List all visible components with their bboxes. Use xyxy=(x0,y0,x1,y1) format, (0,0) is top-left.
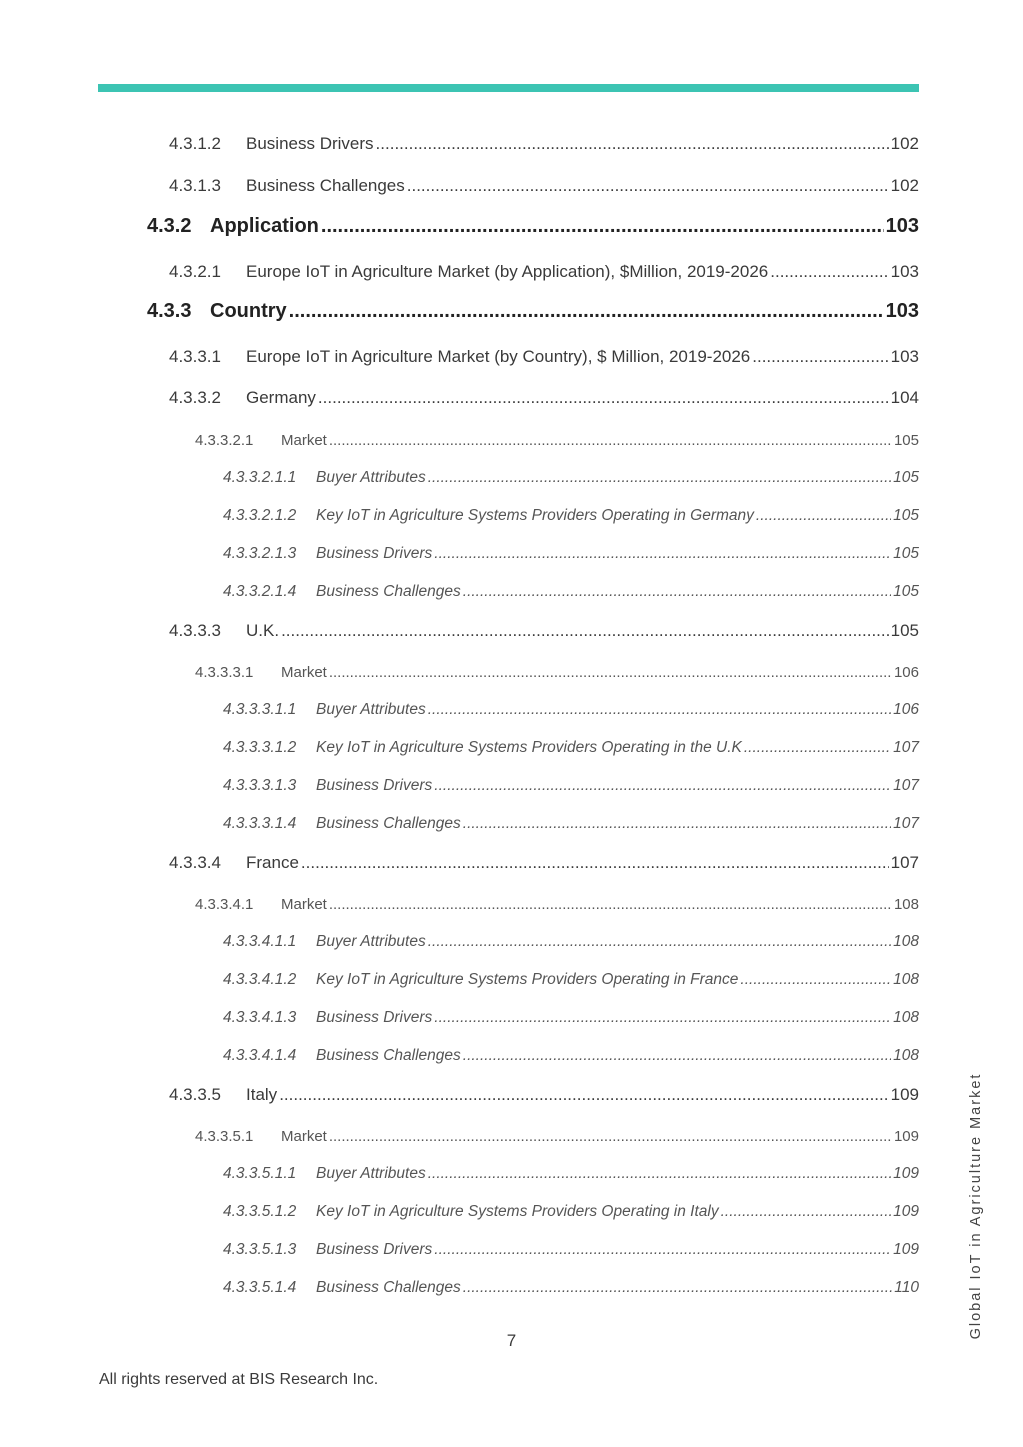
toc-dot-leader xyxy=(329,664,892,681)
toc-dot-leader xyxy=(407,176,889,196)
toc-entry-page: 108 xyxy=(893,896,919,913)
toc-entry-page: 109 xyxy=(890,1085,919,1104)
toc-entry-page: 107 xyxy=(893,739,919,756)
toc-entry[interactable] xyxy=(223,577,919,601)
toc-entry-number: 4.3.3.5.1 xyxy=(195,1128,254,1145)
toc-entry-page: 103 xyxy=(885,300,919,322)
toc-dot-leader xyxy=(428,933,891,951)
toc-dot-leader xyxy=(301,853,889,873)
toc-entry-title: Buyer Attributes xyxy=(316,701,426,718)
toc-entry[interactable] xyxy=(147,214,919,238)
toc-dot-leader xyxy=(428,1165,891,1183)
toc-entry-number: 4.3.3.2.1.2 xyxy=(223,507,297,524)
toc-entry-page: 102 xyxy=(890,176,919,195)
toc-entry-page: 109 xyxy=(893,1128,919,1145)
toc-entry-page: 105 xyxy=(893,507,919,524)
toc-entry-number: 4.3.3.4.1.4 xyxy=(223,1047,297,1064)
toc-entry-number: 4.3.3.5.1.4 xyxy=(223,1279,297,1296)
toc-entry[interactable] xyxy=(169,130,919,154)
toc-entry[interactable] xyxy=(223,1235,919,1259)
toc-entry[interactable] xyxy=(223,463,919,487)
toc-entry-title: Business Challenges xyxy=(316,583,461,600)
toc-dot-leader xyxy=(463,1279,893,1297)
toc-entry-title: Key IoT in Agriculture Systems Providers Operating in France xyxy=(316,971,739,988)
toc-entry[interactable] xyxy=(223,1197,919,1221)
toc-entry[interactable] xyxy=(169,617,919,641)
toc-entry-title: Europe IoT in Agriculture Market (by Application), $Million, 2019-2026 xyxy=(246,262,769,281)
toc-entry-number: 4.3.3.3 xyxy=(169,621,221,640)
toc-entry-page: 110 xyxy=(894,1279,919,1296)
toc-dot-leader xyxy=(756,507,891,525)
toc-entry-page: 108 xyxy=(893,1009,919,1026)
toc-dot-leader xyxy=(770,262,888,282)
toc-entry-page: 102 xyxy=(890,134,919,153)
toc-entry-number: 4.3.3.5.1.3 xyxy=(223,1241,297,1258)
toc-entry[interactable] xyxy=(223,733,919,757)
toc-entry-number: 4.3.3.4.1 xyxy=(195,896,254,913)
toc-entry[interactable] xyxy=(223,1159,919,1183)
toc-dot-leader xyxy=(329,1128,892,1145)
toc-entry-title: Business Challenges xyxy=(316,1047,461,1064)
toc-entry-title: Market xyxy=(281,664,327,681)
toc-entry-number: 4.3.3.3.1.4 xyxy=(223,815,297,832)
toc-entry-title: Business Drivers xyxy=(316,1241,433,1258)
toc-dot-leader xyxy=(289,300,884,323)
toc-entry[interactable] xyxy=(169,258,919,282)
toc-dot-leader xyxy=(463,583,891,601)
toc-entry-title: France xyxy=(246,853,299,872)
toc-entry[interactable] xyxy=(195,657,919,681)
toc-entry-number: 4.3.3.3.1 xyxy=(195,664,254,681)
toc-entry[interactable] xyxy=(147,299,919,323)
toc-entry-title: Application xyxy=(210,215,319,237)
toc-dot-leader xyxy=(721,1203,892,1221)
toc-entry-title: Key IoT in Agriculture Systems Providers Operating in the U.K xyxy=(316,739,742,756)
toc-entry-page: 105 xyxy=(893,469,919,486)
toc-entry-title: Buyer Attributes xyxy=(316,933,426,950)
toc-dot-leader xyxy=(752,347,888,367)
toc-entry[interactable] xyxy=(223,1041,919,1065)
toc-entry-title: Country xyxy=(210,300,287,322)
toc-dot-leader xyxy=(434,1241,891,1259)
toc-entry-number: 4.3.3.2.1.1 xyxy=(223,469,297,486)
toc-entry-page: 103 xyxy=(890,262,919,281)
toc-entry-title: Business Challenges xyxy=(246,176,405,195)
toc-entry-number: 4.3.3.4.1.1 xyxy=(223,933,297,950)
toc-entry[interactable] xyxy=(169,343,919,367)
toc-entry-number: 4.3.3.2 xyxy=(169,388,221,407)
toc-dot-leader xyxy=(321,215,884,238)
toc-dot-leader xyxy=(376,134,889,154)
toc-entry[interactable] xyxy=(169,849,919,873)
toc-entry-page: 107 xyxy=(893,777,919,794)
toc-entry-title: Business Drivers xyxy=(316,1009,433,1026)
side-document-title: Global IoT in Agriculture Market xyxy=(968,1072,984,1340)
toc-entry-page: 109 xyxy=(893,1203,919,1220)
toc-entry[interactable] xyxy=(223,927,919,951)
toc-entry-page: 108 xyxy=(893,971,919,988)
toc-entry-number: 4.3.3.4.1.2 xyxy=(223,971,297,988)
toc-entry-title: Business Drivers xyxy=(316,545,433,562)
toc-dot-leader xyxy=(329,896,892,913)
toc-entry-title: Buyer Attributes xyxy=(316,469,426,486)
toc-entry-title: Buyer Attributes xyxy=(316,1165,426,1182)
toc-entry-title: Market xyxy=(281,896,327,913)
toc-dot-leader xyxy=(434,1009,891,1027)
toc-entry[interactable] xyxy=(223,771,919,795)
toc-entry-number: 4.3.3.1 xyxy=(169,347,221,366)
toc-dot-leader xyxy=(463,1047,891,1065)
toc-entry-title: Key IoT in Agriculture Systems Providers Operating in Germany xyxy=(316,507,754,524)
toc-dot-leader xyxy=(428,701,891,719)
toc-entry-page: 105 xyxy=(893,545,919,562)
toc-entry-title: Italy xyxy=(246,1085,278,1104)
toc-entry-number: 4.3.1.3 xyxy=(169,176,221,195)
toc-entry-title: Market xyxy=(281,1128,327,1145)
toc-entry[interactable] xyxy=(223,1273,919,1297)
toc-dot-leader xyxy=(318,388,889,408)
toc-entry-number: 4.3.3.4.1.3 xyxy=(223,1009,297,1026)
toc-entry[interactable] xyxy=(195,1121,919,1145)
toc-entry[interactable] xyxy=(195,425,919,449)
toc-entry[interactable] xyxy=(195,889,919,913)
toc-entry-title: Europe IoT in Agriculture Market (by Country), $ Million, 2019-2026 xyxy=(246,347,751,366)
toc-dot-leader xyxy=(434,545,891,563)
toc-entry-page: 107 xyxy=(893,815,919,832)
toc-entry-title: Germany xyxy=(246,388,316,407)
toc-entry-number: 4.3.3 xyxy=(147,300,192,322)
toc-entry-number: 4.3.3.3.1.1 xyxy=(223,701,297,718)
toc-entry-title: Market xyxy=(281,432,327,449)
toc-entry[interactable] xyxy=(169,384,919,408)
toc-entry-page: 109 xyxy=(893,1165,919,1182)
toc-entry-title: Business Drivers xyxy=(316,777,433,794)
toc-entry-page: 106 xyxy=(893,664,919,681)
toc-entry-title: Business Challenges xyxy=(316,815,461,832)
toc-entry-number: 4.3.3.3.1.2 xyxy=(223,739,297,756)
toc-entry-number: 4.3.2.1 xyxy=(169,262,221,281)
footer-copyright: All rights reserved at BIS Research Inc. xyxy=(99,1371,379,1388)
toc-entry[interactable] xyxy=(223,965,919,989)
toc-entry-number: 4.3.2 xyxy=(147,215,192,237)
toc-entry[interactable] xyxy=(223,809,919,833)
toc-entry-number: 4.3.3.3.1.3 xyxy=(223,777,297,794)
toc-entry-number: 4.3.3.5 xyxy=(169,1085,221,1104)
toc-entry-page: 109 xyxy=(893,1241,919,1258)
toc-entry-page: 105 xyxy=(893,583,919,600)
toc-dot-leader xyxy=(281,621,889,641)
toc-entry-number: 4.3.3.2.1.3 xyxy=(223,545,297,562)
toc-entry-page: 108 xyxy=(893,933,919,950)
toc-entry-page: 105 xyxy=(890,621,919,640)
toc-entry-number: 4.3.3.5.1.1 xyxy=(223,1165,297,1182)
toc-dot-leader xyxy=(744,739,891,757)
toc-entry-title: Business Drivers xyxy=(246,134,374,153)
page-number: 7 xyxy=(506,1331,517,1350)
toc-dot-leader xyxy=(740,971,891,989)
toc-entry[interactable] xyxy=(169,1081,919,1105)
toc-entry[interactable] xyxy=(223,539,919,563)
toc-dot-leader xyxy=(463,815,891,833)
toc-entry-number: 4.3.3.4 xyxy=(169,853,221,872)
toc-entry-page: 103 xyxy=(890,347,919,366)
toc-dot-leader xyxy=(279,1085,888,1105)
toc-entry-number: 4.3.3.5.1.2 xyxy=(223,1203,297,1220)
toc-entry[interactable] xyxy=(223,1003,919,1027)
toc-entry-number: 4.3.3.2.1 xyxy=(195,432,254,449)
toc-entry-title: U.K. xyxy=(246,621,280,640)
toc-entry-title: Business Challenges xyxy=(316,1279,461,1296)
toc-entry-page: 107 xyxy=(890,853,919,872)
toc-entry-page: 104 xyxy=(890,388,919,407)
toc-entry[interactable] xyxy=(223,695,919,719)
toc-dot-leader xyxy=(329,432,892,449)
toc-entry-page: 108 xyxy=(893,1047,919,1064)
toc-entry-page: 105 xyxy=(893,432,919,449)
toc-entry[interactable] xyxy=(223,501,919,525)
toc-entry[interactable] xyxy=(169,172,919,196)
toc-dot-leader xyxy=(428,469,891,487)
toc-entry-page: 106 xyxy=(893,701,919,718)
toc-entry-page: 103 xyxy=(885,215,919,237)
toc-entry-title: Key IoT in Agriculture Systems Providers Operating in Italy xyxy=(316,1203,719,1220)
toc-entry-number: 4.3.1.2 xyxy=(169,134,221,153)
toc-entry-number: 4.3.3.2.1.4 xyxy=(223,583,297,600)
toc-dot-leader xyxy=(434,777,891,795)
